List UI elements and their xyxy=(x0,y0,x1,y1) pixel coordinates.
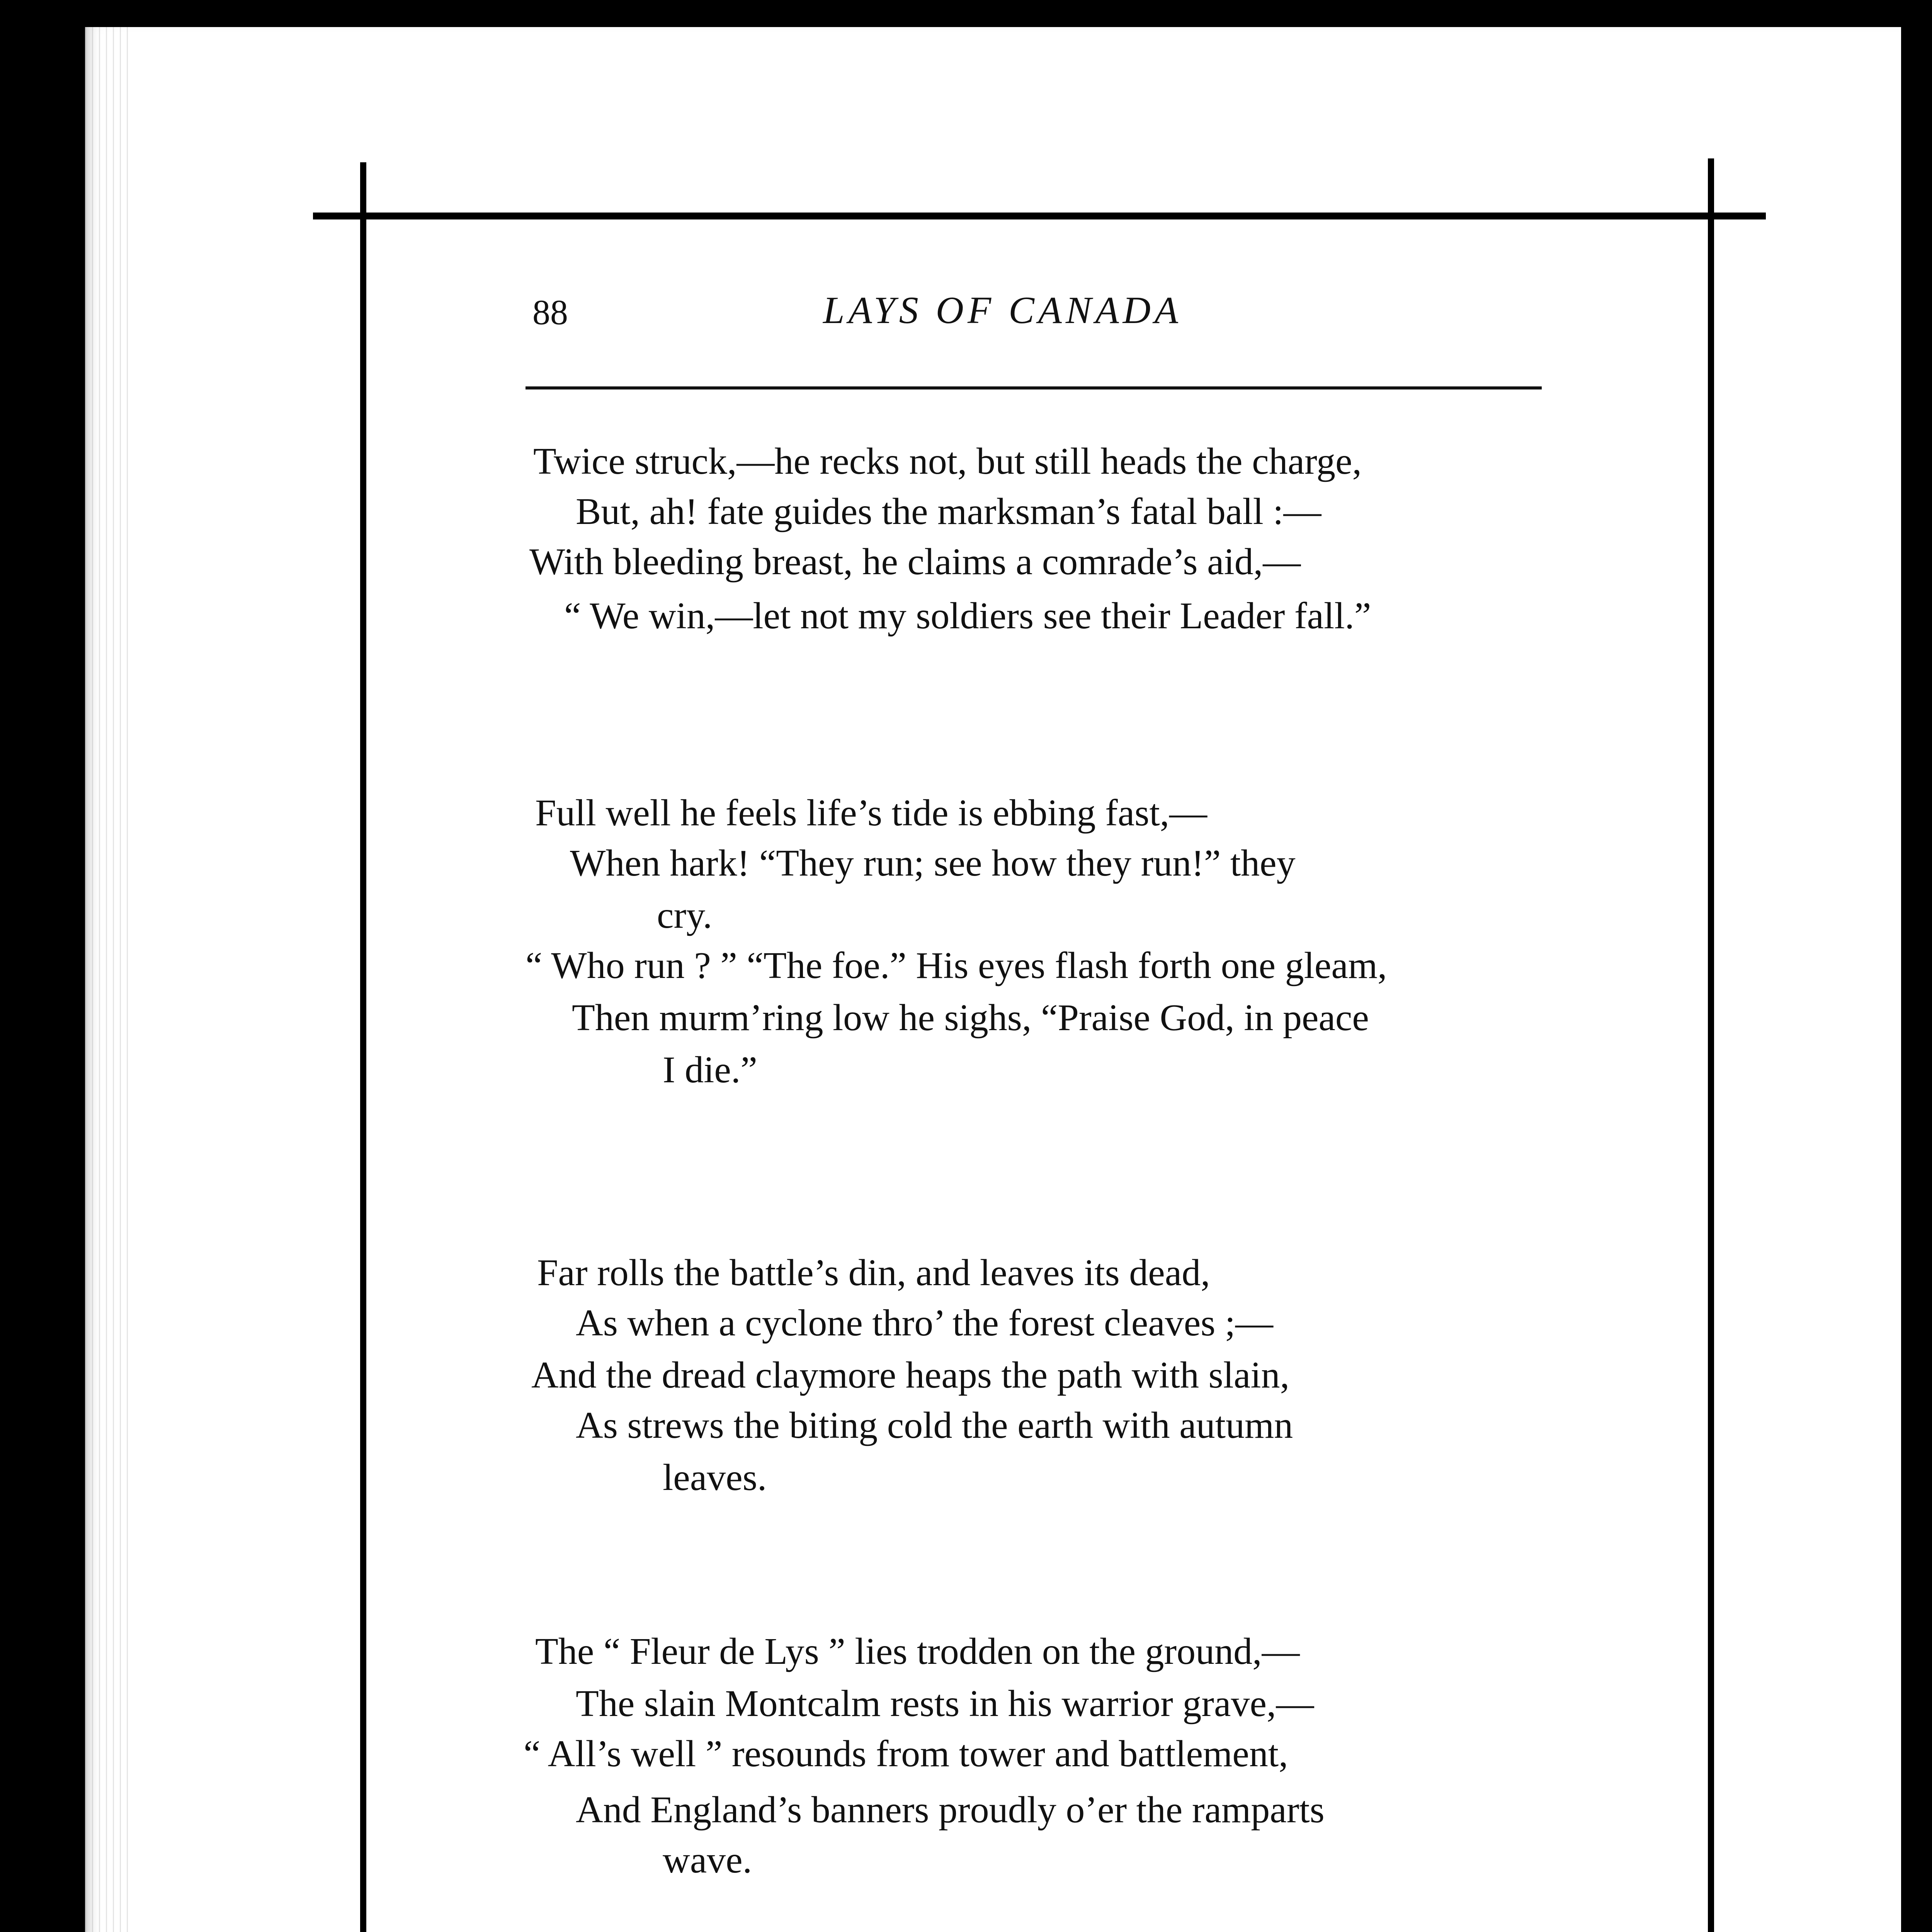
page-number: 88 xyxy=(532,293,568,332)
poem-line: Then murm’ring low he sighs, “Praise God, in peace xyxy=(572,997,1369,1039)
poem-line: As when a cyclone thro’ the forest cleaves ;— xyxy=(576,1302,1274,1344)
poem-line: And England’s banners proudly o’er the ramparts xyxy=(576,1789,1325,1831)
poem-line: The slain Montcalm rests in his warrior grave,— xyxy=(576,1683,1314,1725)
border-rule-left xyxy=(360,162,366,1932)
poem-line: cry. xyxy=(657,895,713,936)
poem-line: With bleeding breast, he claims a comrade’s aid,— xyxy=(529,541,1301,583)
poem-line: “ Who run ? ” “The foe.” His eyes flash forth one gleam, xyxy=(526,945,1387,986)
border-rule-top xyxy=(313,213,1766,219)
poem-line: But, ah! fate guides the marksman’s fatal ball :— xyxy=(576,491,1321,532)
poem-line: And the dread claymore heaps the path with slain, xyxy=(531,1354,1290,1396)
poem-line: Far rolls the battle’s din, and leaves its dead, xyxy=(537,1252,1210,1294)
poem-line: “ All’s well ” resounds from tower and battlement, xyxy=(524,1733,1288,1775)
poem-line: Full well he feels life’s tide is ebbing fast,— xyxy=(535,792,1208,834)
poem-line: As strews the biting cold the earth with autumn xyxy=(576,1405,1293,1446)
poem-line: I die.” xyxy=(663,1049,757,1091)
poem-line: leaves. xyxy=(663,1457,767,1498)
paper-edge-shadow xyxy=(85,27,131,1932)
poem-line: When hark! “They run; see how they run!” they xyxy=(570,842,1296,884)
poem-line: “ We win,—let not my soldiers see their Leader fall.” xyxy=(564,595,1371,637)
running-title: LAYS OF CANADA xyxy=(823,289,1182,332)
poem-line: Twice struck,—he recks not, but still heads the charge, xyxy=(533,440,1362,482)
poem-line: wave. xyxy=(663,1839,752,1881)
poem-line: The “ Fleur de Lys ” lies trodden on the ground,— xyxy=(535,1631,1300,1672)
header-rule xyxy=(526,386,1542,389)
border-rule-right xyxy=(1708,158,1714,1932)
